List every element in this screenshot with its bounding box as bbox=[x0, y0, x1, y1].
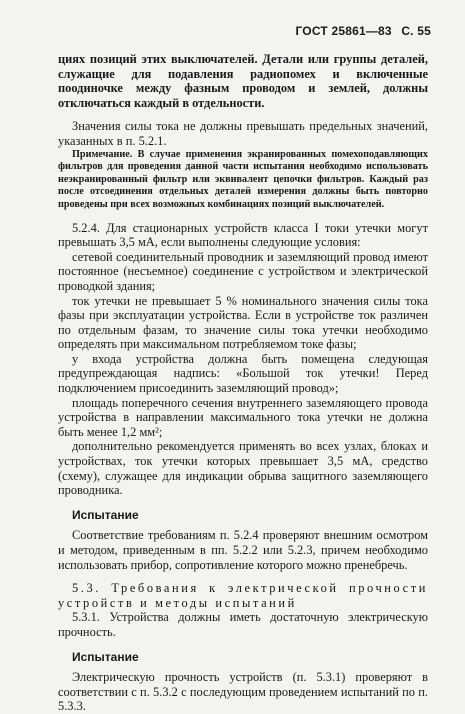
condition-3: у входа устройства должна быть помещена следующая предупреждающая надпись: «Большой ток утечки! Перед подключением присоединить заземляющий провод»; bbox=[58, 351, 428, 396]
condition-5: дополнительно рекомендуется применять во всех узлах, блоках и устройствах, ток утечки которых превышает 3,5 мА, средство (схему), служащее для индикации обрыва защитного заземляющего проводника. bbox=[58, 439, 428, 498]
clause-5-2-4: 5.2.4. Для стационарных устройств класса I токи утечки могут превышать 3,5 мА, если выполнены следующие условия: bbox=[58, 220, 428, 250]
condition-4: площадь поперечного сечения внутреннего заземляющего провода устройства в направлении максимального тока утечки не должна быть менее 1,2 мм²; bbox=[58, 395, 428, 439]
standard-number: ГОСТ 25861—83 bbox=[295, 24, 392, 38]
document-body bbox=[58, 52, 428, 714]
page-number: С. 55 bbox=[401, 24, 431, 38]
paragraph-current-limits: Значения силы тока не должны превышать предельных значений, указанных в п. 5.2.1. bbox=[58, 119, 428, 148]
test-paragraph-1: Соответствие требованиям п. 5.2.4 проверяют внешним осмотром и методом, приведенным в пп. 5.2.2 или 5.2.3, причем необходимо использовать прибор, сопротивление которого можно пренебречь. bbox=[58, 528, 428, 572]
test-heading-1: Испытание bbox=[72, 507, 139, 522]
test-paragraph-2: Электрическую прочность устройств (п. 5.3.1) проверяют в соответствии с п. 5.3.2 с последующим проведением испытаний по п. 5.3.3. bbox=[58, 670, 428, 714]
condition-1: сетевой соединительный проводник и заземляющий провод имеют постоянное (несъемное) соединение с устройством и электрической проводкой здания; bbox=[58, 249, 428, 293]
page-header bbox=[289, 24, 431, 38]
condition-2: ток утечки не превышает 5 % номинального значения силы тока фазы при эксплуатации устройства. Если в устройстве ток различен по отдельным фазам, то значение силы тока утечки необходимо определять при максимальном потребляемом токе фазы; bbox=[58, 293, 428, 352]
note-paragraph: Примечание. В случае применения экранированных помехоподавляющих фильтров для проведения данной части испытания необходимо использовать неэкранированный фильтр или эквивалент цепочки фильтров. Каждый раз после отсоединения отдельных деталей измерения должны быть повторно проведены при всех возможных комбинациях позиций выключателей. bbox=[58, 148, 428, 210]
test-heading-2: Испытание bbox=[72, 649, 139, 664]
section-5-3-title: 5.3. Требования к электрической прочности устройств и методы испытаний bbox=[58, 581, 428, 610]
clause-5-3-1: 5.3.1. Устройства должны иметь достаточную электрическую прочность. bbox=[58, 610, 428, 639]
paragraph-continuation: циях позиций этих выключателей. Детали или группы деталей, служащие для подавления радиопомех и включенные поодиночке между фазным проводом и землей, должны отключаться каждый в отдельности. bbox=[58, 52, 428, 110]
